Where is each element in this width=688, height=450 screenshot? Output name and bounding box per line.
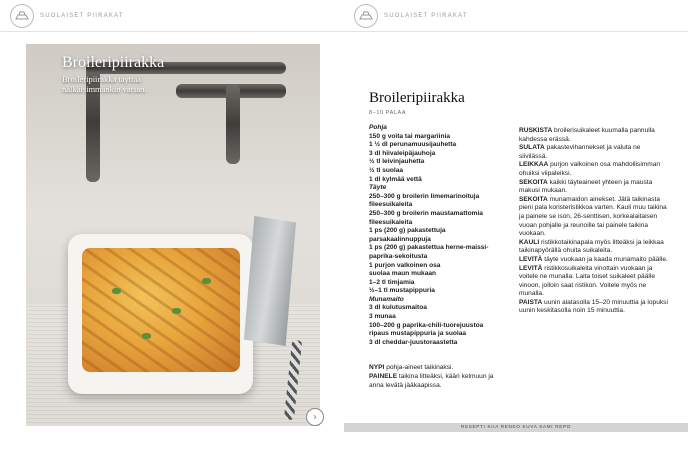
- method-column: [519, 127, 669, 316]
- ingredient: 1 ps (200 g) pakastettua herne-maissi-paprika-sekoitusta: [369, 244, 489, 260]
- ingredient: ½–1 tl mustapippuria: [369, 287, 435, 295]
- step-text: taikina litteäksi, kääri kelmuun ja anna levätä jääkaapissa.: [369, 373, 494, 389]
- next-page-button[interactable]: [306, 408, 324, 426]
- method-step: [369, 373, 509, 390]
- ingredient: ½ tl leivinjauhetta: [369, 158, 425, 166]
- ingredient: 3 dl cheddar-juustoraastetta: [369, 338, 458, 346]
- step-verb: LEVITÄ: [519, 255, 543, 263]
- step-text: ristikkosuikaleita vinottain vuokaan ja voitele ne munalla. Laita toiset suikaleet päälle vinoon, jolloin saat ristikon. Voitele myös ne munalla.: [519, 264, 655, 298]
- step-verb: SEKOITA: [519, 195, 548, 203]
- step-text: broilerisuikaleet kuumalla pannulla kahdessa erässä.: [519, 127, 655, 143]
- step-text: munamaidon ainekset. Jätä taikinasta pieni pala koristeristikkoa varten. Kauli muu taikina ja painele se ison, 26-senttisen, korkealaitaisen vuoan pohjalle ja reunoille tai painele taikina vuokaan.: [519, 195, 667, 238]
- ingredient: ½ tl suolaa: [369, 166, 404, 174]
- photo-subtitle: Broileripiirakka täyttää nälkäisimmänkin vatsan.: [62, 74, 147, 95]
- step-verb: LEVITÄ: [519, 264, 543, 272]
- left-page-header: [0, 0, 344, 32]
- ingredient: 1 purjon valkoinen osa: [369, 261, 441, 269]
- header-divider: [344, 31, 688, 32]
- method-step: [519, 127, 669, 144]
- ingredient: 1 dl kylmää vettä: [369, 175, 422, 183]
- step-verb: PAISTA: [519, 298, 543, 306]
- ingredient: 100–200 g paprika-chili-tuorejuustoa: [369, 321, 484, 329]
- method-step: [519, 161, 669, 178]
- ingredient-group: [369, 184, 509, 296]
- ingredient-group: [369, 124, 509, 184]
- section-title: SUOLAISET PIIRAKAT: [384, 13, 468, 19]
- method-step: [369, 364, 509, 373]
- ingredient: 3 dl hiivaleipäjauhoja: [369, 149, 436, 157]
- step-text: pakastevihannekset ja valuta ne siivilässä.: [519, 144, 641, 160]
- ingredient-group: [369, 296, 509, 348]
- step-text: pohja-aineet taikinaksi.: [384, 364, 454, 372]
- step-verb: SEKOITA: [519, 178, 548, 186]
- ingredient-group-heading: Täyte: [369, 184, 387, 192]
- ingredient-group-heading: Pohja: [369, 124, 387, 131]
- step-text: uunin alatasolla 15–20 minuuttia ja lopuksi uunin keskitasolla noin 15 minuuttia.: [519, 298, 668, 315]
- method-step: [519, 179, 669, 196]
- method-step: [519, 144, 669, 161]
- step-verb: KAULI: [519, 238, 540, 246]
- method-step: [519, 256, 669, 265]
- ingredient: 3 munaa: [369, 313, 396, 321]
- ingredient-group-heading: Munamaito: [369, 295, 404, 303]
- ingredients-column: [369, 124, 509, 390]
- step-verb: NYPI: [369, 364, 385, 372]
- recipe-photo: [26, 44, 320, 426]
- ingredient: 150 g voita tai margariinia: [369, 132, 450, 140]
- step-text: purjon valkoinen osa mahdollisimman ohuiksi viipaleiksi.: [519, 161, 661, 177]
- ingredient: suolaa maun mukaan: [369, 270, 437, 278]
- step-verb: SULATA: [519, 144, 545, 152]
- ingredient: 1 ps (200 g) pakastettuja parsakaalinnuppuja: [369, 227, 446, 243]
- ingredient: 1–2 tl timjamia: [369, 278, 415, 286]
- step-text: täyte vuokaan ja kaada munamaito päälle.: [542, 255, 668, 263]
- credit-line: RESEPTI KIIA RENKO KUVA SAMI REPO: [460, 424, 572, 429]
- right-page-header: [344, 0, 688, 32]
- step-verb: RUSKISTA: [519, 127, 553, 134]
- recipe-title: Broileripiirakka: [369, 90, 465, 106]
- section-title: SUOLAISET PIIRAKAT: [40, 13, 124, 19]
- ingredient: 250–300 g broilerin maustamattomia fileesuikaleita: [369, 209, 483, 226]
- ingredient: ripaus mustapippuria ja suolaa: [369, 330, 467, 338]
- step-text: ristikkotaikinapala myös litteäksi ja leikkaa taikinapyörällä ohuita suikaleita.: [519, 238, 664, 255]
- chicken-pie: [82, 248, 240, 372]
- ingredient: 1 ½ dl perunamuusijauhetta: [369, 141, 457, 149]
- chevron-right-icon: ›: [313, 411, 317, 423]
- method-step: [519, 239, 669, 256]
- kitchen-seal-icon: [354, 4, 378, 28]
- method-step: [519, 265, 669, 299]
- header-divider: [0, 31, 344, 32]
- step-verb: PAINELE: [369, 373, 398, 381]
- method-step: [519, 299, 669, 316]
- ingredient: 250–300 g broilerin limemarinoituja fileesuikaleita: [369, 192, 480, 209]
- pipe: [226, 84, 240, 164]
- step-text: kaikki täyteaineet yhteen ja mausta makusi mukaan.: [519, 178, 653, 195]
- method-step: [519, 196, 669, 239]
- kitchen-seal-icon: [10, 4, 34, 28]
- ingredient: 3 dl kulutusmaitoa: [369, 304, 427, 312]
- photo-title: Broileripiirakka: [62, 54, 165, 71]
- servings: 8–10 PALAA: [369, 110, 407, 116]
- step-verb: LEIKKAA: [519, 161, 549, 169]
